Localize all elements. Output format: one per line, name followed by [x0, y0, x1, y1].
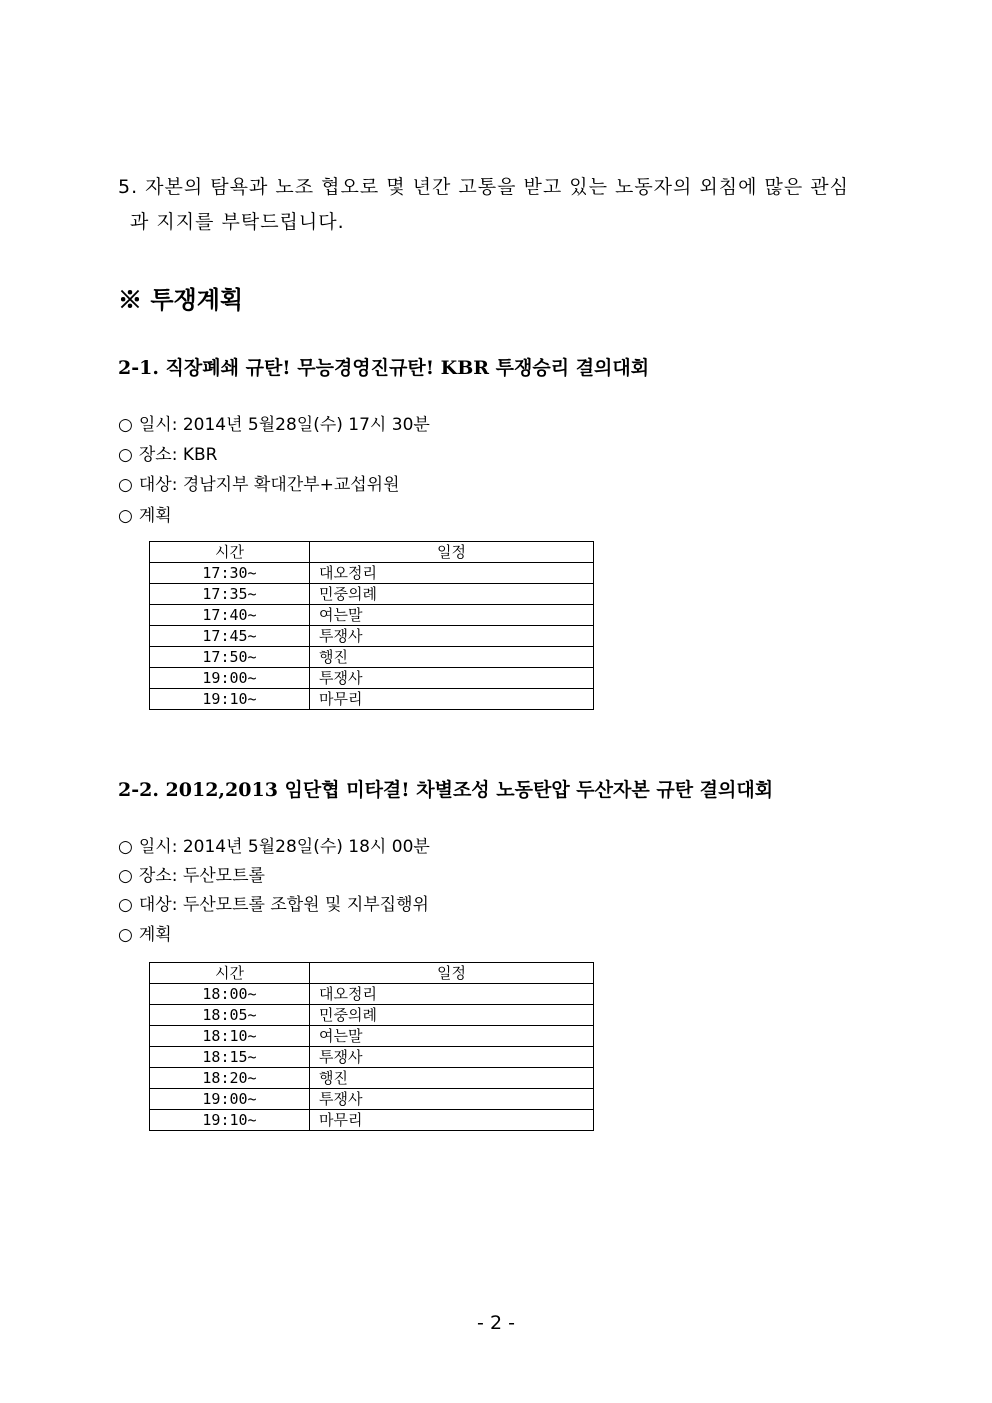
time-cell: 17:30~	[150, 563, 310, 584]
event-cell: 여는말	[310, 605, 594, 626]
table-row	[150, 1068, 594, 1089]
event-2-item-plan: ○ 계획	[118, 925, 172, 945]
event-cell: 행진	[310, 647, 594, 668]
bullet-circle-icon: ○	[118, 866, 133, 886]
table-row	[150, 1005, 594, 1026]
event-cell: 대오정리	[310, 563, 594, 584]
event-2-item-place: ○ 장소: 두산모트롤	[118, 866, 265, 886]
table-row	[150, 584, 594, 605]
bullet-circle-icon: ○	[118, 837, 133, 857]
header-time: 시간	[150, 542, 310, 563]
table-row	[150, 1026, 594, 1047]
time-cell: 17:50~	[150, 647, 310, 668]
table-row	[150, 689, 594, 710]
bullet-circle-icon: ○	[118, 415, 133, 435]
event-cell: 여는말	[310, 1026, 594, 1047]
event-cell: 투쟁사	[310, 1089, 594, 1110]
time-cell: 19:10~	[150, 1110, 310, 1131]
time-cell: 18:15~	[150, 1047, 310, 1068]
bullet-circle-icon: ○	[118, 445, 133, 465]
table-header-row	[150, 963, 594, 984]
page-number: - 2 -	[477, 1312, 515, 1334]
event-cell: 마무리	[310, 689, 594, 710]
event-cell: 투쟁사	[310, 1047, 594, 1068]
time-cell: 17:40~	[150, 605, 310, 626]
bullet-circle-icon: ○	[118, 925, 133, 945]
table-row	[150, 984, 594, 1005]
event-cell: 민중의례	[310, 584, 594, 605]
table-row	[150, 1089, 594, 1110]
section-title: ※ 투쟁계획	[118, 285, 244, 314]
paragraph-5	[118, 170, 898, 240]
paragraph-5-line-1: 5. 자본의 탐욕과 노조 협오로 몇 년간 고통을 받고 있는 노동자의 외침에 많은 관심	[118, 176, 849, 198]
event-2-item-target: ○ 대상: 두산모트롤 조합원 및 지부집행위	[118, 895, 429, 915]
time-cell: 18:20~	[150, 1068, 310, 1089]
time-cell: 17:35~	[150, 584, 310, 605]
bullet-circle-icon: ○	[118, 506, 133, 526]
event-1-heading: 2-1. 직장폐쇄 규탄! 무능경영진규탄! KBR 투쟁승리 결의대회	[118, 357, 650, 379]
event-1-item-plan: ○ 계획	[118, 506, 172, 526]
event-2-schedule-table	[149, 962, 594, 1131]
event-cell: 민중의례	[310, 1005, 594, 1026]
table-row	[150, 1110, 594, 1131]
table-row	[150, 1047, 594, 1068]
header-schedule: 일정	[310, 963, 594, 984]
table-row	[150, 668, 594, 689]
event-cell: 대오정리	[310, 984, 594, 1005]
event-cell: 마무리	[310, 1110, 594, 1131]
time-cell: 18:00~	[150, 984, 310, 1005]
paragraph-5-line-2: 과 지지를 부탁드립니다.	[130, 211, 345, 233]
table-row	[150, 563, 594, 584]
event-2-item-date: ○ 일시: 2014년 5월28일(수) 18시 00분	[118, 837, 430, 857]
event-cell: 행진	[310, 1068, 594, 1089]
event-1-schedule-table	[149, 541, 594, 710]
header-time: 시간	[150, 963, 310, 984]
bullet-circle-icon: ○	[118, 895, 133, 915]
bullet-circle-icon: ○	[118, 475, 133, 495]
time-cell: 18:05~	[150, 1005, 310, 1026]
table-row	[150, 605, 594, 626]
event-2-heading: 2-2. 2012,2013 임단협 미타결! 차별조성 노동탄압 두산자본 규탄 결의대회	[118, 779, 774, 801]
event-cell: 투쟁사	[310, 626, 594, 647]
event-1-item-place: ○ 장소: KBR	[118, 445, 218, 465]
event-cell: 투쟁사	[310, 668, 594, 689]
table-row	[150, 626, 594, 647]
event-1-item-date: ○ 일시: 2014년 5월28일(수) 17시 30분	[118, 415, 430, 435]
time-cell: 18:10~	[150, 1026, 310, 1047]
time-cell: 19:00~	[150, 668, 310, 689]
time-cell: 17:45~	[150, 626, 310, 647]
header-schedule: 일정	[310, 542, 594, 563]
time-cell: 19:10~	[150, 689, 310, 710]
table-header-row	[150, 542, 594, 563]
time-cell: 19:00~	[150, 1089, 310, 1110]
table-row	[150, 647, 594, 668]
event-1-item-target: ○ 대상: 경남지부 확대간부+교섭위원	[118, 475, 400, 495]
